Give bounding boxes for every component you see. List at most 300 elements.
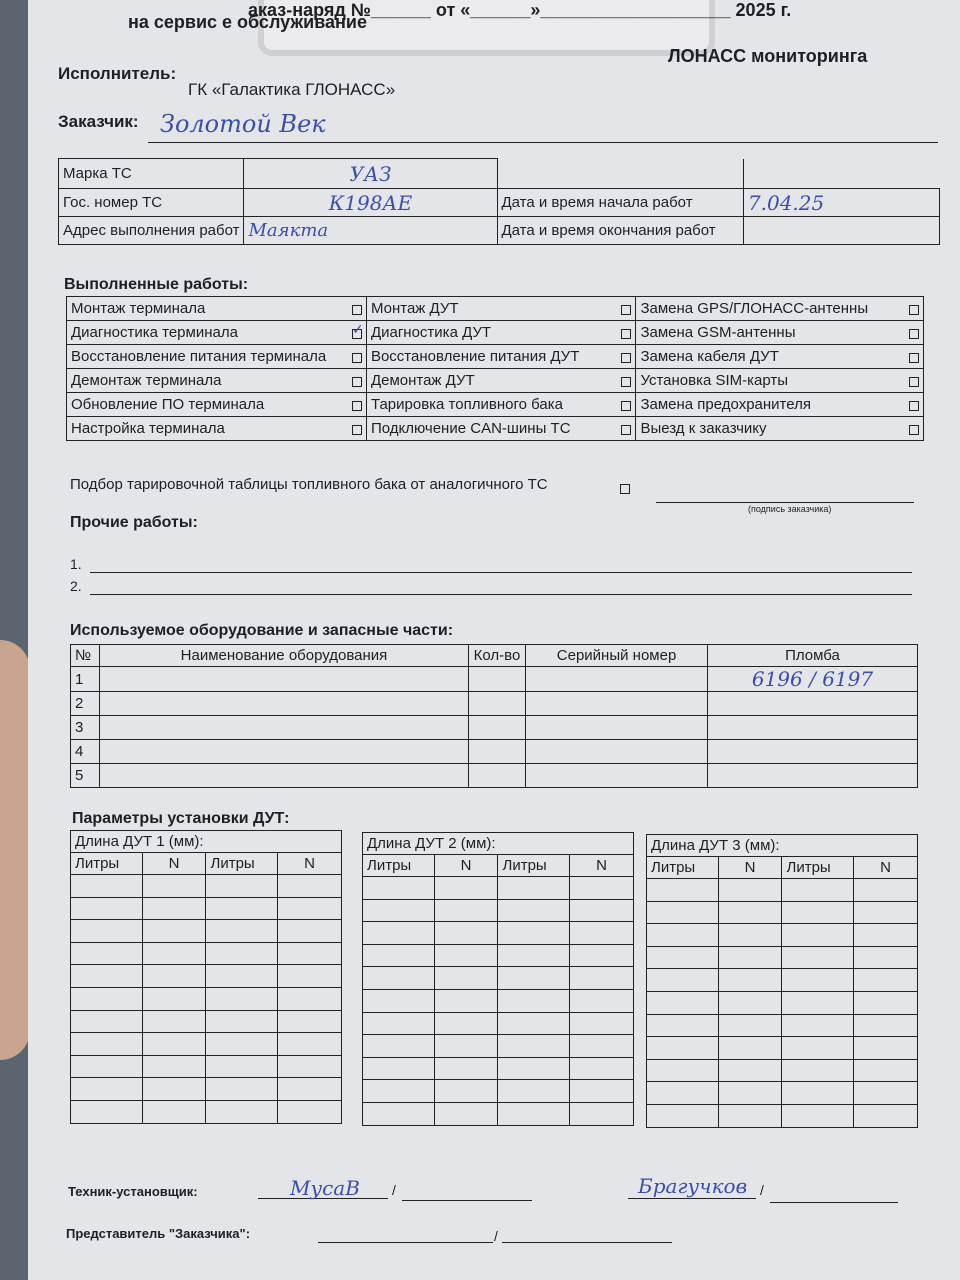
equipment-cell: [526, 692, 708, 716]
other-line-2: [90, 594, 912, 595]
technician-signature-1: МусаВ: [290, 1176, 360, 1200]
customer-label: Заказчик:: [58, 112, 139, 131]
dut-cell: [570, 1012, 634, 1035]
equipment-cell: [100, 764, 469, 788]
table-row: [363, 1012, 634, 1035]
dut-cell: [647, 879, 719, 902]
dut-table-3: [646, 834, 918, 1128]
table-row: [71, 716, 918, 740]
equipment-cell: [100, 692, 469, 716]
dut-col-header: N: [278, 853, 342, 875]
works-table: [66, 296, 924, 441]
work-item: [636, 393, 924, 417]
dut-cell: [854, 1059, 918, 1082]
work-item-label: Диагностика ДУТ: [370, 324, 492, 341]
order-number-line: аказ-наряд №______ от «______»___________________ 2025 г.: [248, 0, 792, 20]
dut-cell: [647, 901, 719, 924]
executor-value: ГК «Галактика ГЛОНАСС»: [188, 80, 396, 99]
row-number: 2: [71, 692, 100, 716]
row-number: 4: [71, 740, 100, 764]
title-line-left: на сервис е обслуживание: [128, 12, 367, 32]
dut-col-header: Литры: [782, 857, 854, 879]
work-item-checkbox[interactable]: [352, 305, 362, 315]
work-item-checkbox[interactable]: [909, 353, 919, 363]
works-title: Выполненные работы:: [64, 276, 249, 293]
work-item-checkbox[interactable]: [621, 353, 631, 363]
work-item: [366, 321, 635, 345]
start-value: 7.04.25: [747, 190, 825, 215]
customer-sign-line: [656, 502, 914, 503]
dut-cell: [718, 946, 782, 969]
work-item-checkbox[interactable]: [621, 305, 631, 315]
work-item: [366, 417, 635, 441]
table-row: [71, 1055, 342, 1078]
customer-handwritten: Золотой Век: [160, 110, 326, 138]
dut-cell: [570, 967, 634, 990]
dut-cell: [206, 1055, 278, 1078]
table-row: [71, 1033, 342, 1056]
dut-cell: [498, 1080, 570, 1103]
rep-slash: /: [494, 1228, 498, 1244]
dut-cell: [278, 920, 342, 943]
dut-cell: [434, 1012, 498, 1035]
dut-cell: [71, 875, 143, 898]
dut-cell: [71, 1033, 143, 1056]
dut-table-title: Длина ДУТ 1 (мм):: [71, 831, 342, 853]
dut-cell: [854, 946, 918, 969]
dut-cell: [854, 1037, 918, 1060]
plate-value: К198АЕ: [328, 190, 413, 215]
table-row: [71, 920, 342, 943]
dut-cell: [782, 901, 854, 924]
dut-cell: [570, 877, 634, 900]
work-item-label: Замена предохранителя: [640, 396, 811, 413]
work-item-label: Настройка терминала: [71, 420, 225, 437]
dut-cell: [278, 1100, 342, 1123]
dut-cell: [498, 899, 570, 922]
dut-cell: [718, 1082, 782, 1105]
dut-col-header: N: [570, 855, 634, 877]
work-item: [636, 345, 924, 369]
table-row: [71, 692, 918, 716]
dut-cell: [206, 897, 278, 920]
work-item-label: Демонтаж ДУТ: [370, 372, 475, 389]
dut-cell: [647, 1037, 719, 1060]
table-row: [647, 1014, 918, 1037]
start-label: Дата и время начала работ: [497, 189, 743, 217]
work-item: [366, 369, 635, 393]
dut-cell: [718, 1037, 782, 1060]
table-row: [647, 879, 918, 902]
dut-cell: [142, 965, 206, 988]
dut-cell: [142, 1078, 206, 1101]
dut-cell: [498, 1035, 570, 1058]
equipment-cell: [468, 716, 525, 740]
equipment-cell: [526, 740, 708, 764]
dut-cell: [718, 1059, 782, 1082]
table-row: [647, 969, 918, 992]
dut-cell: [71, 987, 143, 1010]
dut-cell: [647, 946, 719, 969]
work-item-label: Монтаж терминала: [71, 300, 206, 317]
table-row: [647, 901, 918, 924]
dut-cell: [142, 987, 206, 1010]
dut-cell: [363, 1057, 435, 1080]
work-item-checkbox[interactable]: [352, 377, 362, 387]
dut-cell: [782, 924, 854, 947]
end-value: [743, 217, 939, 245]
dut-cell: [782, 1082, 854, 1105]
seal-cell: [707, 692, 917, 716]
dut-col-header: Литры: [71, 853, 143, 875]
dut-cell: [854, 879, 918, 902]
dut-table-title: Длина ДУТ 3 (мм):: [647, 835, 918, 857]
dut-cell: [278, 875, 342, 898]
work-item: [636, 321, 924, 345]
title-line-right: ЛОНАСС мониторинга: [668, 46, 868, 66]
table-row: [71, 1010, 342, 1033]
dut-cell: [647, 924, 719, 947]
dut-cell: [142, 897, 206, 920]
work-order-sheet: [28, 0, 960, 1280]
equipment-cell: [100, 667, 469, 692]
dut-cell: [434, 922, 498, 945]
tank-table-label: Подбор тарировочной таблицы топливного бака от аналогичного ТС: [70, 476, 548, 493]
dut-cell: [278, 987, 342, 1010]
equipment-cell: [100, 716, 469, 740]
end-label: Дата и время окончания работ: [497, 217, 743, 245]
table-row: [363, 877, 634, 900]
tech-slash-2: /: [760, 1182, 764, 1198]
table-row: [647, 924, 918, 947]
representative-label: Представитель "Заказчика":: [66, 1226, 251, 1241]
dut-cell: [71, 1078, 143, 1101]
hand-thumb: [0, 640, 30, 1060]
work-item-label: Восстановление питания ДУТ: [370, 348, 580, 365]
dut-cell: [570, 989, 634, 1012]
work-item: [67, 321, 367, 345]
table-row: [363, 967, 634, 990]
work-item-checkbox[interactable]: [352, 329, 362, 339]
work-item-checkbox[interactable]: [352, 425, 362, 435]
work-item-checkbox[interactable]: [909, 401, 919, 411]
dut-cell: [278, 942, 342, 965]
dut-cell: [718, 969, 782, 992]
address-value: Маякта: [248, 220, 329, 241]
dut-cell: [498, 922, 570, 945]
dut-cell: [782, 879, 854, 902]
row-number: 1: [71, 667, 100, 692]
table-row: [647, 1059, 918, 1082]
work-item: [636, 297, 924, 321]
equipment-header-cell: Кол-во: [468, 645, 525, 667]
tank-table-checkbox[interactable]: [620, 484, 630, 494]
table-row: [363, 989, 634, 1012]
equipment-cell: [468, 692, 525, 716]
table-row: [363, 1057, 634, 1080]
equipment-cell: [468, 764, 525, 788]
work-item-label: Замена GPS/ГЛОНАСС-антенны: [640, 300, 869, 317]
dut-cell: [782, 991, 854, 1014]
dut-col-header: N: [434, 855, 498, 877]
dut-cell: [363, 922, 435, 945]
dut-cell: [142, 1055, 206, 1078]
table-row: [363, 1035, 634, 1058]
work-item-checkbox[interactable]: [621, 377, 631, 387]
dut-cell: [854, 1014, 918, 1037]
work-item-checkbox[interactable]: [909, 305, 919, 315]
equipment-cell: [526, 667, 708, 692]
equipment-cell: [526, 764, 708, 788]
dut-cell: [142, 875, 206, 898]
equipment-cell: [468, 740, 525, 764]
work-item-checkbox[interactable]: [352, 353, 362, 363]
dut-cell: [434, 944, 498, 967]
dut-cell: [363, 1012, 435, 1035]
work-item-checkbox[interactable]: [621, 329, 631, 339]
dut-cell: [278, 1033, 342, 1056]
equipment-header-cell: №: [71, 645, 100, 667]
dut-cell: [718, 991, 782, 1014]
executor-label: Исполнитель:: [58, 64, 177, 83]
table-row: [71, 987, 342, 1010]
dut-cell: [570, 1057, 634, 1080]
dut-cell: [71, 942, 143, 965]
equipment-cell: [100, 740, 469, 764]
table-row: [647, 1082, 918, 1105]
work-item-checkbox[interactable]: [909, 329, 919, 339]
table-row: [363, 1080, 634, 1103]
table-row: [363, 899, 634, 922]
dut-cell: [363, 1035, 435, 1058]
dut-cell: [498, 1057, 570, 1080]
work-item-label: Демонтаж терминала: [71, 372, 222, 389]
dut-table-title: Длина ДУТ 2 (мм):: [363, 833, 634, 855]
dut-cell: [570, 1035, 634, 1058]
dut-cell: [206, 965, 278, 988]
dut-cell: [71, 965, 143, 988]
dut-col-header: N: [718, 857, 782, 879]
dut-col-header: Литры: [363, 855, 435, 877]
dut-cell: [71, 897, 143, 920]
work-item-checkbox[interactable]: [909, 377, 919, 387]
other-works-title: Прочие работы:: [70, 514, 198, 531]
table-row: [647, 1037, 918, 1060]
dut-cell: [206, 1100, 278, 1123]
row-number: 3: [71, 716, 100, 740]
table-row: [363, 944, 634, 967]
equipment-header-cell: Серийный номер: [526, 645, 708, 667]
work-item: [67, 393, 367, 417]
table-row: [647, 1104, 918, 1127]
dut-cell: [570, 1102, 634, 1125]
dut-cell: [71, 1100, 143, 1123]
seal-cell: [707, 740, 917, 764]
dut-cell: [570, 944, 634, 967]
dut-cell: [363, 989, 435, 1012]
customer-underline: [148, 142, 938, 143]
dut-cell: [718, 901, 782, 924]
dut-col-header: Литры: [647, 857, 719, 879]
work-item-checkbox[interactable]: [352, 401, 362, 411]
dut-cell: [363, 944, 435, 967]
work-item: [366, 345, 635, 369]
dut-cell: [498, 967, 570, 990]
work-item: [366, 297, 635, 321]
dut-cell: [434, 1057, 498, 1080]
dut-cell: [782, 1104, 854, 1127]
table-row: [71, 764, 918, 788]
dut-cell: [434, 1035, 498, 1058]
work-item-checkbox[interactable]: [621, 401, 631, 411]
dut-cell: [278, 1010, 342, 1033]
dut-cell: [71, 920, 143, 943]
dut-cell: [206, 942, 278, 965]
customer-sign-caption: (подпись заказчика): [748, 504, 832, 514]
brand-value: УАЗ: [349, 161, 392, 186]
other-line-1: [90, 572, 912, 573]
row-number: 5: [71, 764, 100, 788]
equipment-header-cell: Пломба: [707, 645, 917, 667]
brand-label: Марка ТС: [59, 159, 244, 189]
address-label: Адрес выполнения работ: [59, 217, 244, 245]
work-item-checkbox[interactable]: [621, 425, 631, 435]
work-item: [636, 417, 924, 441]
dut-cell: [854, 991, 918, 1014]
table-row: [363, 922, 634, 945]
dut-cell: [278, 1078, 342, 1101]
dut-table-1: [70, 830, 342, 1124]
dut-cell: [854, 1104, 918, 1127]
dut-cell: [782, 1037, 854, 1060]
dut-cell: [363, 877, 435, 900]
dut-cell: [647, 969, 719, 992]
work-item-label: Тарировка топливного бака: [370, 396, 563, 413]
dut-col-header: N: [854, 857, 918, 879]
dut-cell: [570, 1080, 634, 1103]
dut-cell: [498, 944, 570, 967]
other-item-2: 2.: [70, 578, 82, 594]
work-item-label: Замена GSM-антенны: [640, 324, 796, 341]
dut-cell: [854, 924, 918, 947]
dut-cell: [854, 901, 918, 924]
dut-cell: [71, 1055, 143, 1078]
work-item: [67, 417, 367, 441]
table-row: [71, 1100, 342, 1123]
dut-cell: [363, 899, 435, 922]
dut-cell: [570, 899, 634, 922]
dut-cell: [71, 1010, 143, 1033]
table-row: [71, 1078, 342, 1101]
table-row: [71, 897, 342, 920]
dut-cell: [206, 875, 278, 898]
technician-label: Техник-установщик:: [68, 1184, 198, 1199]
dut-cell: [434, 877, 498, 900]
work-item-label: Обновление ПО терминала: [71, 396, 265, 413]
dut-col-header: N: [142, 853, 206, 875]
seal-cell: [707, 764, 917, 788]
dut-col-header: Литры: [498, 855, 570, 877]
dut-cell: [718, 1014, 782, 1037]
dut-title: Параметры установки ДУТ:: [72, 810, 290, 827]
dut-cell: [498, 989, 570, 1012]
dut-cell: [854, 1082, 918, 1105]
dut-cell: [434, 967, 498, 990]
work-item-label: Монтаж ДУТ: [370, 300, 459, 317]
dut-cell: [434, 1080, 498, 1103]
dut-cell: [278, 1055, 342, 1078]
dut-cell: [570, 922, 634, 945]
dut-cell: [647, 1104, 719, 1127]
dut-cell: [206, 1033, 278, 1056]
dut-cell: [782, 969, 854, 992]
technician-signature-2: Брагучков: [638, 1174, 748, 1198]
vehicle-table: [58, 158, 940, 245]
work-item: [67, 297, 367, 321]
work-item-label: Выезд к заказчику: [640, 420, 767, 437]
seal-value: 6196 / 6197: [751, 667, 874, 691]
table-row: [71, 875, 342, 898]
dut-cell: [434, 1102, 498, 1125]
table-row: [71, 740, 918, 764]
dut-cell: [782, 946, 854, 969]
table-row: [363, 1102, 634, 1125]
dut-cell: [206, 1078, 278, 1101]
work-item-label: Установка SIM-карты: [640, 372, 789, 389]
equipment-table: [70, 644, 918, 788]
dut-cell: [142, 1033, 206, 1056]
work-item: [67, 345, 367, 369]
dut-cell: [782, 1059, 854, 1082]
work-item-checkbox[interactable]: [909, 425, 919, 435]
work-item-label: Замена кабеля ДУТ: [640, 348, 779, 365]
tech-slash-1: /: [392, 1182, 396, 1198]
dut-cell: [434, 899, 498, 922]
equipment-title: Используемое оборудование и запасные части:: [70, 622, 454, 639]
equipment-header-cell: Наименование оборудования: [100, 645, 469, 667]
dut-cell: [206, 920, 278, 943]
dut-cell: [718, 1104, 782, 1127]
dut-col-header: Литры: [206, 853, 278, 875]
dut-cell: [718, 879, 782, 902]
dut-cell: [206, 1010, 278, 1033]
dut-cell: [647, 991, 719, 1014]
seal-cell: [707, 667, 917, 692]
dut-cell: [647, 1014, 719, 1037]
equipment-cell: [468, 667, 525, 692]
dut-cell: [206, 987, 278, 1010]
dut-cell: [498, 877, 570, 900]
dut-cell: [363, 1102, 435, 1125]
work-item: [366, 393, 635, 417]
table-row: [71, 965, 342, 988]
table-row: [71, 942, 342, 965]
equipment-cell: [526, 716, 708, 740]
dut-cell: [498, 1102, 570, 1125]
dut-cell: [142, 920, 206, 943]
dut-cell: [142, 1100, 206, 1123]
table-row: [647, 991, 918, 1014]
dut-cell: [363, 967, 435, 990]
dut-cell: [498, 1012, 570, 1035]
table-row: [71, 667, 918, 692]
dut-table-2: [362, 832, 634, 1126]
table-row: [647, 946, 918, 969]
work-item-label: Подключение CAN-шины ТС: [370, 420, 571, 437]
work-item: [67, 369, 367, 393]
dut-cell: [278, 897, 342, 920]
dut-cell: [363, 1080, 435, 1103]
